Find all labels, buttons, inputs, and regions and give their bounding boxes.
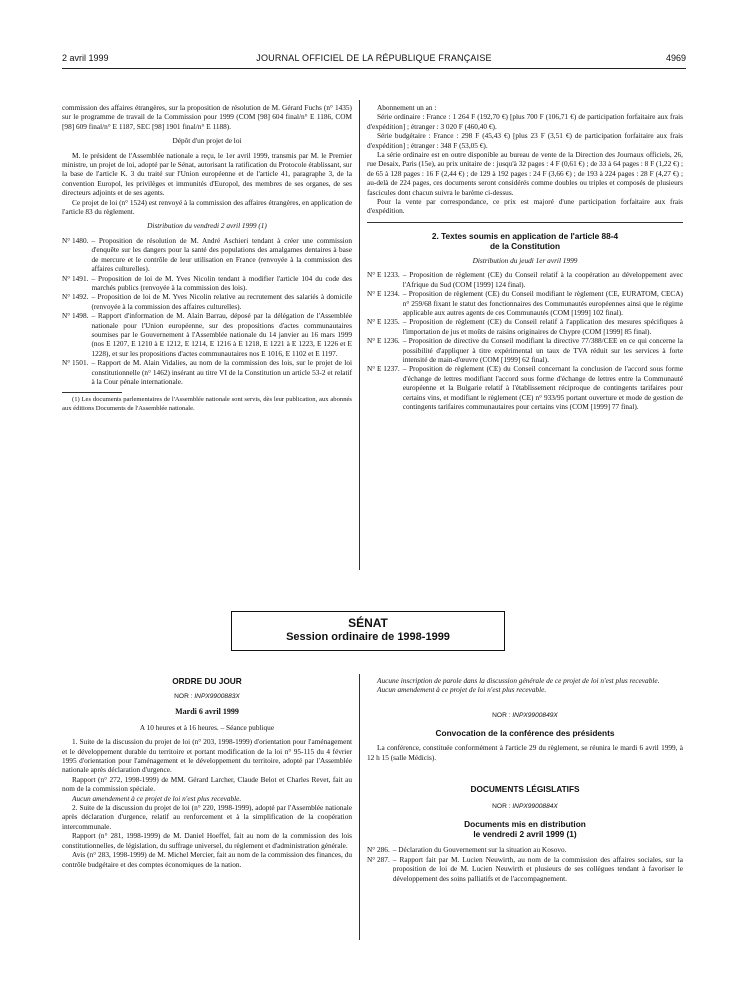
item-text: – Proposition de loi de M. Yves Nicolin relative au recrutement des salariés à domicile (renvoyée à la commission des affaires culturelles). [91,292,352,311]
list-item [62,274,352,293]
item-number: N° 1501. [62,358,89,368]
item-number: N° 1491. [62,273,89,283]
list-item [62,236,352,274]
item-text: – Rapport fait par M. Lucien Neuwirth, au nom de la commission des affaires sociales, sur la proposition de loi de M. Lucien Neuwirth et plusieurs de ses collègues tendant à favoriser le développement des soins palliatifs et de l'accompagnement. [392,854,683,883]
item-number: N° E 1234. [367,289,400,299]
footnote-rule [62,392,122,393]
left-bottom-column [62,676,352,869]
seance-date: Mardi 6 avril 1999 [175,707,239,717]
amendement-note: Aucun amendement à ce projet de loi n'est plus recevable. [377,685,547,695]
item-number: N° 1480. [62,235,89,245]
seance-hours: A 10 heures et à 16 heures. – Séance publique [139,722,275,732]
section-title-line1: 2. Textes soumis en application de l'article 88-4 [431,230,619,241]
nor-code: INPX9900849X [512,711,558,719]
list-item [367,336,683,364]
depot-title: Dépôt d'un projet de loi [172,136,242,146]
abonnement-label: Abonnement un an : [377,103,437,112]
senat-title: SÉNAT [348,616,388,630]
item-number: N° E 1235. [367,317,400,327]
list-item [62,311,352,358]
list-item [367,317,683,336]
list-item [62,358,352,386]
right-top-column [367,103,683,411]
serie-budgetaire: Série budgétaire : France : 298 F (45,43 €) [plus 23 F (3,51 €) de participation forfaitaire aux frais d'expédition] ; étranger : 348 F (53,05 €). [367,131,683,150]
distribution-title: Distribution du jeudi 1er avril 1999 [472,255,578,265]
list-item [62,292,352,311]
item-text: – Proposition de résolution de M. André Aschieri tendant à créer une commission d'enquête sur les dangers pour la santé des populations des amalgames dentaires à base de mercure et le contrôle de leur utilisation en France (renvoyée à la commission des affaires culturelles). [91,235,352,274]
header-rule [62,68,686,69]
item-number: N° 286. [367,845,390,855]
nor-line [367,802,683,811]
right-bottom-column [367,676,683,883]
item-text: – Proposition de loi de M. Yves Nicolin tendant à modifier l'article 104 du code des marchés publics (renvoyée à la commission des lois). [91,273,352,292]
documents-legislatifs-title: DOCUMENTS LÉGISLATIFS [470,784,580,795]
footnote: (1) Les documents parlementaires de l'Assemblée nationale sont servis, dès leur publication, aux abonnés aux éditions Documents de l'Assemblée nationale. [62,396,352,412]
ordre-du-jour-title: ORDRE DU JOUR [172,676,242,686]
nor-code: INPX9900884X [512,803,558,811]
agenda-item-1-rapport: Rapport (n° 272, 1998-1999) de MM. Gérard Larcher, Claude Belot et Charles Revet, fait au nom de la commission spéciale. [62,774,352,794]
item-number: N° E 1237. [367,364,400,374]
documents-list [367,845,683,883]
nor-label: NOR : [492,711,511,719]
renvoi-paragraph: Ce projet de loi (n° 1524) est renvoyé à la commission des affaires étrangères, en application de l'article 83 du règlement. [62,197,352,217]
list-item [367,364,683,411]
agenda-item-2-avis: Avis (n° 283, 1998-1999) de M. Michel Mercier, fait au nom de la commission des finances, du contrôle budgétaire et des comptes économiques de la nation. [62,850,352,869]
serie-ordinaire: Série ordinaire : France : 1 264 F (192,70 €) [plus 700 F (106,71 €) de participation forfaitaire aux frais d'expédition] ; étranger : 3 020 F (460,40 €). [367,112,683,131]
item-text: – Déclaration du Gouvernement sur la situation au Kosovo. [392,845,567,855]
header-date: 2 avril 1999 [62,53,109,63]
item-number: N° 287. [367,854,390,864]
convocation-title: Convocation de la conférence des présidents [435,728,615,739]
item-text: – Proposition de règlement (CE) du Conseil relatif à la coopération au développement avec l'Afrique du Sud (COM [1999] 124 final). [402,270,683,289]
agenda-item-1: 1. Suite de la discussion du projet de loi (n° 203, 1998-1999) d'orientation pour l'aménagement et le développement durable du territoire et portant modification de la loi n° 95-115 du 4 février 1995 d'orientation pour l'aménagement et le développement du territoire, adopté par l'Assemblée nationale après déclaration d'urgence. [62,737,352,775]
item-text: – Proposition de règlement (CE) du Conseil concernant la conclusion de l'accord sous forme d'échange de lettres modifiant l'accord sous forme d'échange de lettres entre la Communauté européenne et la Bulgarie relatif à l'établissement réciproque de contingents tarifaires pour certains vins, et modifiant le règlement (CE) n° 933/95 portant ouverture et mode de gestion de contingents tarifaires communautaires pour certains vins (COM [1999] 77 final). [402,364,683,411]
column-divider [359,100,360,570]
commission-paragraph: commission des affaires étrangères, sur la proposition de résolution de M. Gérard Fuchs (n° 1435) sur le programme de travail de la Commission pour 1999 (COM [98] 604 final/n° E 1186, COM [98] 609 final/n° E 1187, SEC [98] 1901 final/n° E 1188). [62,103,352,131]
section-title [367,231,683,251]
column-divider [359,674,360,940]
distribution-list [367,270,683,411]
item-text: – Rapport de M. Alain Vidalies, au nom de la commission des lois, sur le projet de loi constitutionnelle (n° 1462) insérant au titre VI de la Constitution un article 53-2 et relatif à la Cour pénale internationale. [91,358,352,386]
inscription-note: Aucune inscription de parole dans la discussion générale de ce projet de loi n'est plus recevable. [377,676,660,685]
item-number: N° E 1236. [367,336,400,346]
left-top-column [62,103,352,413]
vente-paragraph: La série ordinaire est en outre disponible au bureau de vente de la Direction des Journaux officiels, 26, rue Desaix, Paris (15e), au prix unitaire de : jusqu'à 32 pages : 4 F (0,61 €) ; de 33 à 64 pages : 8 F (1,22 €) ; de 65 à 128 pages : 16 F (2,44 €) ; de 129 à 192 pages : 24 F (3,66 €) ; de 193 à 224 pages : 28 F (4,27 €) ; au-delà de 224 pages, ces documents seront considérés comme doubles ou triples et composés de plusieurs fascicules dont chacun suivra le barème ci-dessus. [367,150,683,197]
mis-title-line2: le vendredi 2 avril 1999 (1) [473,829,577,840]
nor-line [62,692,352,701]
list-item [367,270,683,289]
page-header [62,53,686,69]
item-text: – Rapport d'information de M. Alain Barrau, déposé par la délégation de l'Assemblée nationale pour l'Union européenne, sur des propositions d'actes communautaires soumises par le Gouvernement à l'Assemblée nationale du 14 janvier au 16 mars 1999 (nos E 1207, E 1210 à E 1212, E 1214, E 1216 à E 1218, E 1221 à E 1223, E 1226 et E 1228), et sur les propositions d'actes communautaires nos E 1016, E 1102 et E 1197. [91,311,352,358]
agenda-item-2: 2. Suite de la discussion du projet de loi (n° 220, 1998-1999), adopté par l'Assemblée nationale après déclaration d'urgence, relatif au renforcement et à la simplification de la coopération intercommunale. [62,803,352,831]
correspondance-paragraph: Pour la vente par correspondance, ce prix est majoré d'une participation forfaitaire aux frais d'expédition. [367,197,683,216]
nor-code: INPX9900883X [194,693,240,700]
page-number: 4969 [665,53,686,63]
senat-box [231,611,505,651]
distribution-title: Distribution du vendredi 2 avril 1999 (1) [147,221,267,231]
list-item [367,855,683,883]
item-number: N° 1492. [62,292,89,302]
list-item [367,289,683,317]
agenda-item-1-note: Aucun amendement à ce projet de loi n'est plus recevable. [72,793,242,803]
depot-paragraph: M. le président de l'Assemblée nationale a reçu, le 1er avril 1999, transmis par M. le Premier ministre, un projet de loi, adopté par le Sénat, autorisant la ratification du Protocole établissant, sur la base de l'article K. 3 du traité sur l'Union européenne et de l'article 41, paragraphe 3, de la convention Europol, les privilèges et immunités d'Europol, des membres de ses organes, de ses directeurs adjoints et de ses agents. [62,150,352,198]
senat-subtitle: Session ordinaire de 1998-1999 [286,631,450,643]
convocation-text: La conférence, constituée conformément à l'article 29 du règlement, se réunira le mardi 6 avril 1999, à 12 h 15 (salle Médicis). [367,743,683,762]
item-text: – Proposition de règlement (CE) du Conseil modifiant le règlement (CE, EURATOM, CECA) n° 259/68 fixant le statut des fonctionnaires des Communautés européennes ainsi que le régime applicable aux autres agents de ces Communautés (COM [1999] 102 final). [402,289,683,317]
item-number: N° 1498. [62,311,89,321]
mis-title-line1: Documents mis en distribution [464,819,586,830]
nor-line [367,711,683,720]
item-text: – Proposition de directive du Conseil modifiant la directive 77/388/CEE en ce qui concerne la possibilité d'appliquer à titre expérimental un taux de TVA réduit sur les services à forte intensité de main-d'œuvre (COM [1999] 62 final). [402,336,683,364]
item-text: – Proposition de règlement (CE) du Conseil relatif à l'application des mesures spécifiques à l'importation de jus et moûts de raisins originaires de Chypre (COM [1999] 85 final). [402,317,683,336]
distribution-list [62,236,352,387]
nor-label: NOR : [492,803,511,811]
nor-label: NOR : [174,693,193,700]
header-title: JOURNAL OFFICIEL DE LA RÉPUBLIQUE FRANÇAISE [256,53,492,63]
section-title-line2: de la Constitution [489,240,561,251]
item-number: N° E 1233. [367,270,400,280]
mis-en-distribution-title [367,819,683,839]
agenda-item-2-rapport: Rapport (n° 281, 1998-1999) de M. Daniel Hoeffel, fait au nom de la commission des lois constitutionnelles, de législation, du suffrage universel, du règlement et d'administration générale. [62,831,352,850]
list-item [367,845,683,854]
